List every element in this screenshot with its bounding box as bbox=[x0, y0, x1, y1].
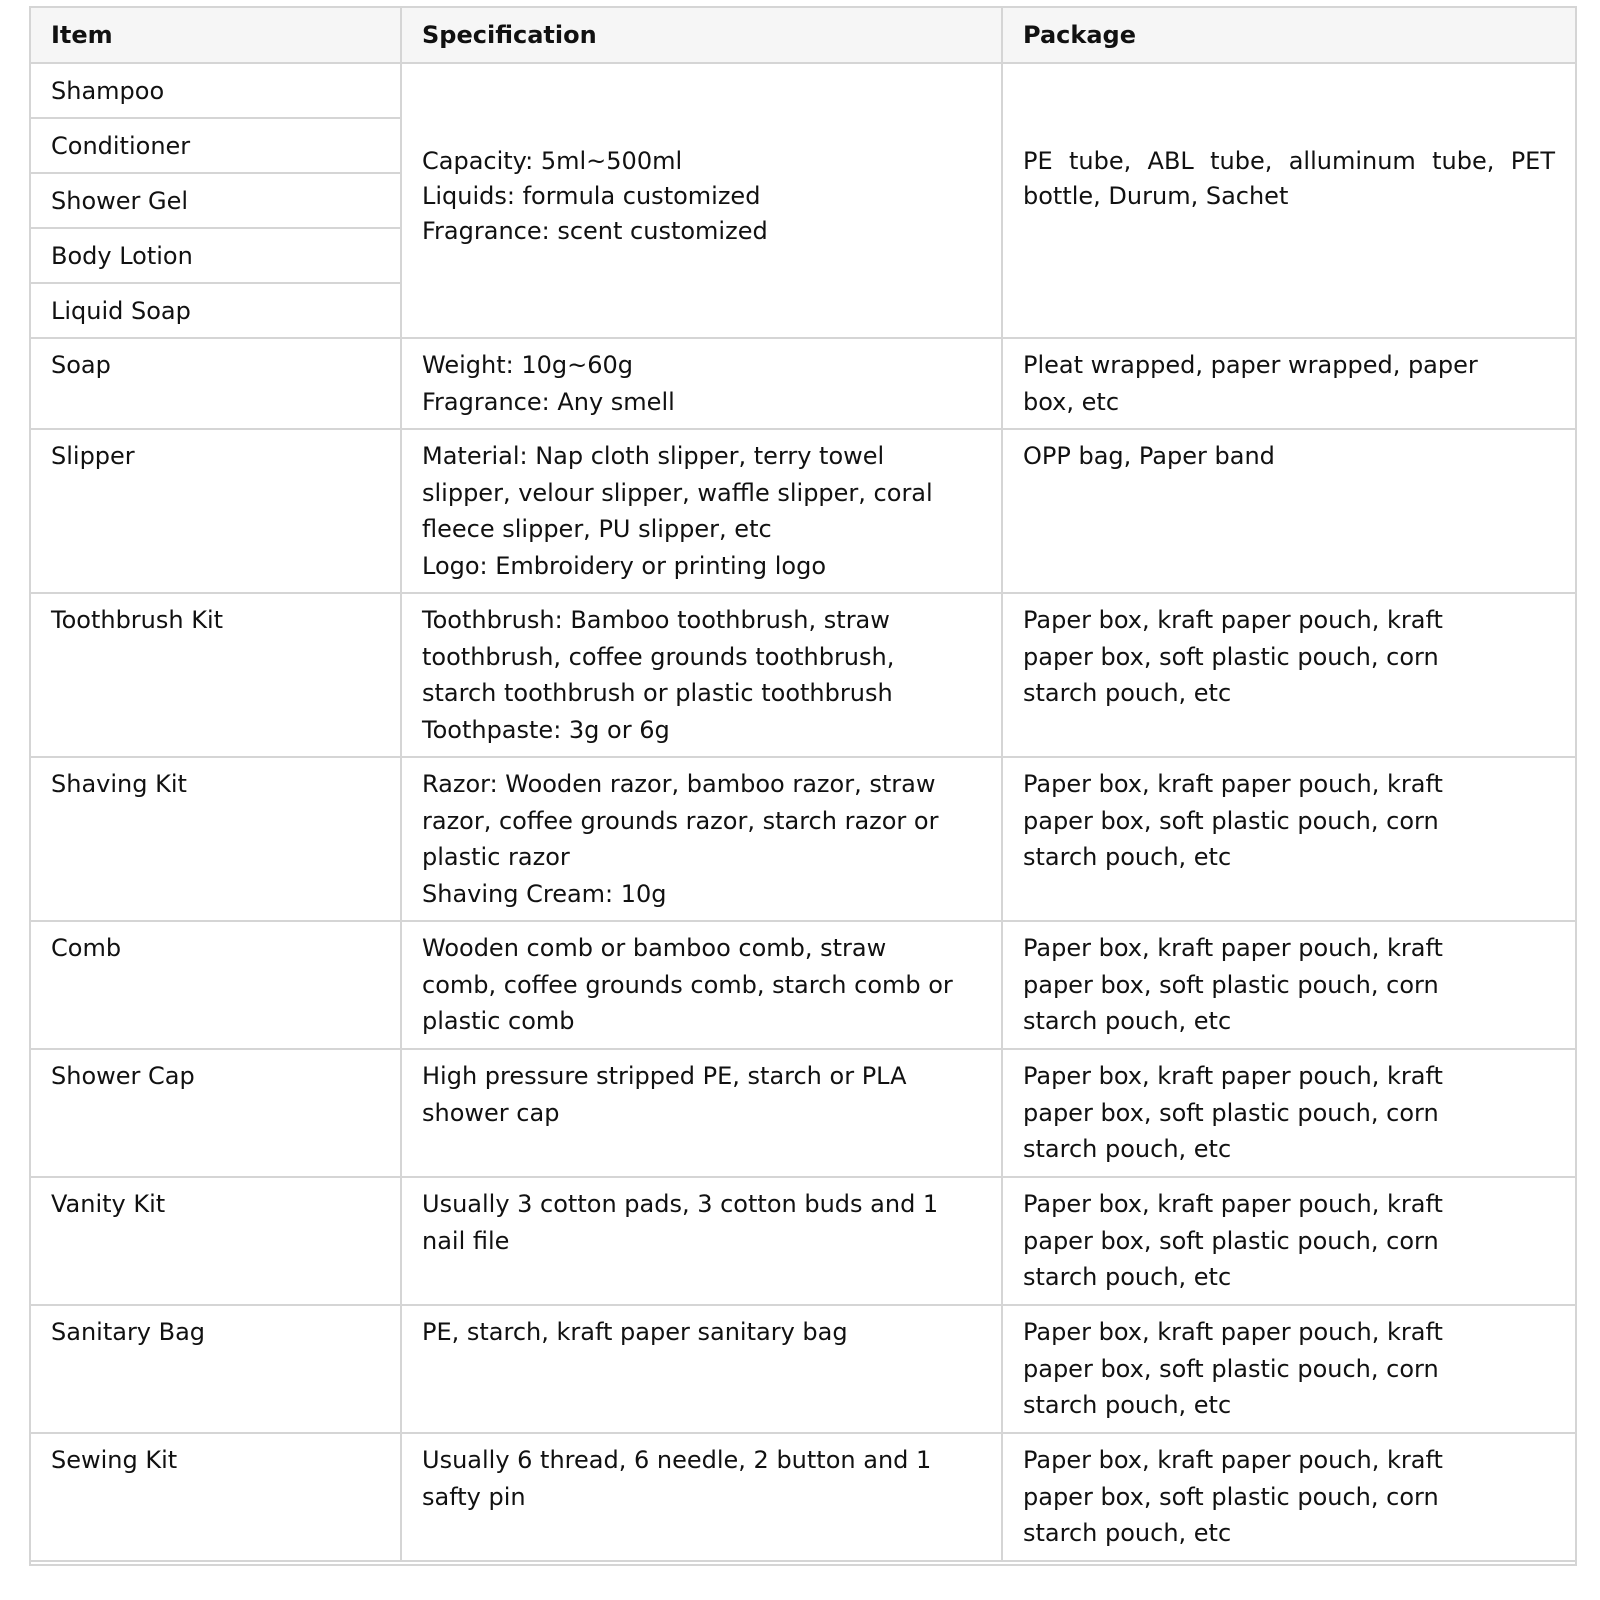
package-cell bbox=[1002, 338, 1575, 429]
package-line: Paper box, kraft paper pouch, kraft bbox=[1023, 934, 1443, 962]
package-line: box, etc bbox=[1023, 387, 1120, 416]
package-line: starch pouch, etc bbox=[1023, 1263, 1232, 1291]
package-line: starch pouch, etc bbox=[1023, 1135, 1232, 1163]
package-cell bbox=[1002, 1305, 1575, 1433]
package-line: Paper box, kraft paper pouch, kraft bbox=[1023, 1318, 1443, 1346]
specification-line: nail file bbox=[422, 1226, 510, 1255]
column-header-package: Package bbox=[1002, 8, 1575, 63]
specification-line: Shaving Cream: 10g bbox=[422, 879, 667, 908]
item-cell: Toothbrush Kit bbox=[31, 593, 401, 757]
specification-line: shower cap bbox=[422, 1098, 560, 1127]
specification-line: Usually 6 thread, 6 needle, 2 button and 1 bbox=[422, 1446, 932, 1474]
table-header-row bbox=[31, 8, 1575, 63]
package-line: starch pouch, etc bbox=[1023, 1007, 1232, 1035]
package-line: OPP bag, Paper band bbox=[1023, 442, 1275, 470]
specification-line: Weight: 10g~60g bbox=[422, 351, 633, 379]
package-cell bbox=[1002, 1049, 1575, 1177]
specification-line: Razor: Wooden razor, bamboo razor, straw bbox=[422, 770, 936, 798]
table-row bbox=[31, 1049, 1575, 1177]
item-cell: Body Lotion bbox=[31, 228, 401, 283]
specification-line: fleece slipper, PU slipper, etc bbox=[422, 515, 772, 543]
specification-cell bbox=[401, 63, 1002, 338]
specification-line: Toothpaste: 3g or 6g bbox=[422, 715, 670, 744]
package-cell bbox=[1002, 1433, 1575, 1561]
package-line: paper box, soft plastic pouch, corn bbox=[1023, 1354, 1439, 1383]
item-cell: Shower Gel bbox=[31, 173, 401, 228]
package-line: paper box, soft plastic pouch, corn bbox=[1023, 1226, 1439, 1255]
table-row bbox=[31, 1177, 1575, 1305]
package-cell bbox=[1002, 921, 1575, 1049]
specification-line: Logo: Embroidery or printing logo bbox=[422, 551, 827, 580]
item-cell: Sanitary Bag bbox=[31, 1305, 401, 1433]
package-cell bbox=[1002, 593, 1575, 757]
specification-line: Liquids: formula customized bbox=[422, 182, 761, 210]
specification-cell bbox=[401, 757, 1002, 921]
table-row bbox=[31, 1433, 1575, 1561]
specification-line: Material: Nap cloth slipper, terry towel bbox=[422, 442, 885, 470]
column-header-item: Item bbox=[31, 8, 401, 63]
specification-line: plastic comb bbox=[422, 1007, 575, 1035]
package-line: Paper box, kraft paper pouch, kraft bbox=[1023, 1446, 1443, 1474]
package-line: paper box, soft plastic pouch, corn bbox=[1023, 1482, 1439, 1511]
package-cell bbox=[1002, 1177, 1575, 1305]
item-cell: Sewing Kit bbox=[31, 1433, 401, 1561]
package-cell bbox=[1002, 429, 1575, 593]
specification-cell bbox=[401, 1049, 1002, 1177]
table-row bbox=[31, 593, 1575, 757]
package-line: paper box, soft plastic pouch, corn bbox=[1023, 642, 1439, 671]
specification-cell bbox=[401, 1433, 1002, 1561]
product-spec-table bbox=[31, 8, 1575, 1562]
specification-line: plastic razor bbox=[422, 843, 570, 871]
table-row bbox=[31, 63, 1575, 118]
item-cell: Slipper bbox=[31, 429, 401, 593]
specification-line: Fragrance: scent customized bbox=[422, 217, 768, 245]
package-line: starch pouch, etc bbox=[1023, 1519, 1232, 1547]
specification-cell bbox=[401, 1305, 1002, 1433]
specification-line: starch toothbrush or plastic toothbrush bbox=[422, 679, 893, 707]
package-line: paper box, soft plastic pouch, corn bbox=[1023, 1098, 1439, 1127]
item-cell: Soap bbox=[31, 338, 401, 429]
item-cell: Shower Cap bbox=[31, 1049, 401, 1177]
specification-line: toothbrush, coffee grounds toothbrush, bbox=[422, 642, 895, 671]
specification-line: Toothbrush: Bamboo toothbrush, straw bbox=[422, 606, 890, 634]
item-cell: Conditioner bbox=[31, 118, 401, 173]
item-cell: Shaving Kit bbox=[31, 757, 401, 921]
package-line: paper box, soft plastic pouch, corn bbox=[1023, 970, 1439, 999]
specification-cell bbox=[401, 429, 1002, 593]
product-spec-table-container bbox=[29, 6, 1577, 1566]
item-cell: Liquid Soap bbox=[31, 283, 401, 338]
package-line: Pleat wrapped, paper wrapped, paper bbox=[1023, 351, 1478, 379]
package-line: starch pouch, etc bbox=[1023, 679, 1232, 707]
item-cell: Comb bbox=[31, 921, 401, 1049]
specification-cell bbox=[401, 1177, 1002, 1305]
table-row bbox=[31, 921, 1575, 1049]
package-cell bbox=[1002, 757, 1575, 921]
table-row bbox=[31, 429, 1575, 593]
specification-line: razor, coffee grounds razor, starch razor or bbox=[422, 806, 939, 835]
package-line: starch pouch, etc bbox=[1023, 1391, 1232, 1419]
specification-line: comb, coffee grounds comb, starch comb or bbox=[422, 970, 953, 999]
table-row bbox=[31, 757, 1575, 921]
specification-line: Usually 3 cotton pads, 3 cotton buds and 1 bbox=[422, 1190, 939, 1218]
specification-line: PE, starch, kraft paper sanitary bag bbox=[422, 1318, 848, 1346]
specification-line: Wooden comb or bamboo comb, straw bbox=[422, 934, 887, 962]
specification-line: safty pin bbox=[422, 1482, 526, 1511]
specification-line: Fragrance: Any smell bbox=[422, 387, 675, 416]
package-line: Paper box, kraft paper pouch, kraft bbox=[1023, 606, 1443, 634]
specification-line: Capacity: 5ml~500ml bbox=[422, 147, 683, 175]
table-row bbox=[31, 338, 1575, 429]
table-row bbox=[31, 1305, 1575, 1433]
specification-line: High pressure stripped PE, starch or PLA bbox=[422, 1062, 907, 1090]
package-line: Paper box, kraft paper pouch, kraft bbox=[1023, 770, 1443, 798]
item-cell: Shampoo bbox=[31, 63, 401, 118]
specification-cell bbox=[401, 338, 1002, 429]
specification-line: slipper, velour slipper, waffle slipper, coral bbox=[422, 478, 933, 507]
package-line: starch pouch, etc bbox=[1023, 843, 1232, 871]
package-line: Paper box, kraft paper pouch, kraft bbox=[1023, 1190, 1443, 1218]
column-header-specification: Specification bbox=[401, 8, 1002, 63]
package-line: Paper box, kraft paper pouch, kraft bbox=[1023, 1062, 1443, 1090]
package-cell: PE tube, ABL tube, alluminum tube, PET bottle, Durum, Sachet bbox=[1002, 63, 1575, 338]
specification-cell bbox=[401, 921, 1002, 1049]
package-line: paper box, soft plastic pouch, corn bbox=[1023, 806, 1439, 835]
item-cell: Vanity Kit bbox=[31, 1177, 401, 1305]
specification-cell bbox=[401, 593, 1002, 757]
